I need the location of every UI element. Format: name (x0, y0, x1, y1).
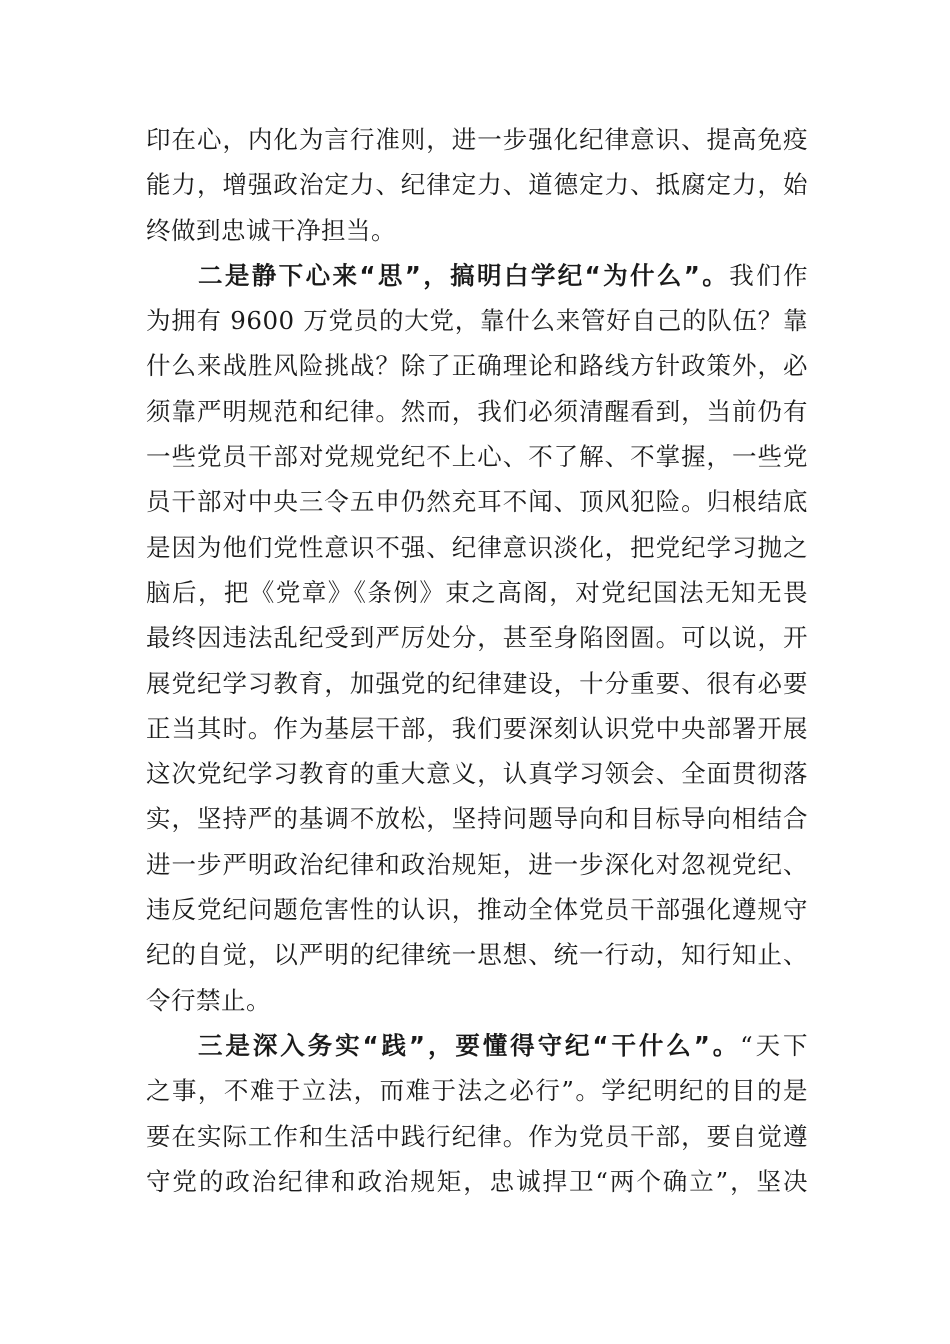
text-line: 什么来战胜风险挑战？除了正确理论和路线方针政策外，必 (146, 351, 808, 381)
text-line: 进一步严明政治纪律和政治规矩，进一步深化对忽视党纪、 (146, 849, 808, 879)
text-line: 令行禁止。 (146, 985, 271, 1015)
text-line: 纪的自觉，以严明的纪律统一思想、统一行动，知行知止、 (146, 940, 808, 970)
text-line: 这次党纪学习教育的重大意义，认真学习领会、全面贯彻落 (146, 759, 808, 789)
text-line: 最终因违法乱纪受到严厉处分，甚至身陷囹圄。可以说，开 (146, 623, 808, 653)
paragraph-heading: 二是静下心来“思”，搞明白学纪“为什么”。 (198, 260, 730, 290)
text-line: 违反党纪问题危害性的认识，推动全体党员干部强化遵规守 (146, 895, 808, 925)
text-line: 员干部对中央三令五申仍然充耳不闻、顶风犯险。归根结底 (146, 487, 808, 517)
paragraph-heading: 三是深入务实“践”，要懂得守纪“干什么”。 (198, 1030, 741, 1060)
text-fragment: 我们作 (729, 260, 808, 290)
text-line: 为拥有 9600 万党员的大党，靠什么来管好自己的队伍？靠 (146, 306, 808, 336)
text-line: 能力，增强政治定力、纪律定力、道德定力、抵腐定力，始 (146, 170, 808, 200)
text-line: 须靠严明规范和纪律。然而，我们必须清醒看到，当前仍有 (146, 396, 808, 426)
text-fragment: “天下 (740, 1030, 808, 1060)
paragraph-first-line (146, 1023, 808, 1068)
text-line: 正当其时。作为基层干部，我们要深刻认识党中央部署开展 (146, 713, 808, 743)
document-page (146, 117, 808, 1204)
paragraph-first-line (146, 253, 808, 298)
text-line: 展党纪学习教育，加强党的纪律建设，十分重要、很有必要 (146, 668, 808, 698)
text-line: 实，坚持严的基调不放松，坚持问题导向和目标导向相结合 (146, 804, 808, 834)
paragraph-three (146, 1023, 808, 1204)
text-line: 印在心，内化为言行准则，进一步强化纪律意识、提高免疫 (146, 125, 808, 154)
text-line: 终做到忠诚干净担当。 (146, 215, 396, 245)
paragraph-two (146, 253, 808, 1023)
text-line: 之事，不难于立法，而难于法之必行”。学纪明纪的目的是 (146, 1076, 808, 1106)
text-line: 脑后，把《党章》《条例》束之高阁，对党纪国法无知无畏 (146, 577, 808, 607)
text-line: 是因为他们党性意识不强、纪律意识淡化，把党纪学习抛之 (146, 532, 808, 562)
paragraph-continuation (146, 117, 808, 253)
text-line: 守党的政治纪律和政治规矩，忠诚捍卫“两个确立”，坚决 (146, 1166, 808, 1196)
text-line: 一些党员干部对党规党纪不上心、不了解、不掌握，一些党 (146, 442, 808, 472)
text-line: 要在实际工作和生活中践行纪律。作为党员干部，要自觉遵 (146, 1121, 808, 1151)
